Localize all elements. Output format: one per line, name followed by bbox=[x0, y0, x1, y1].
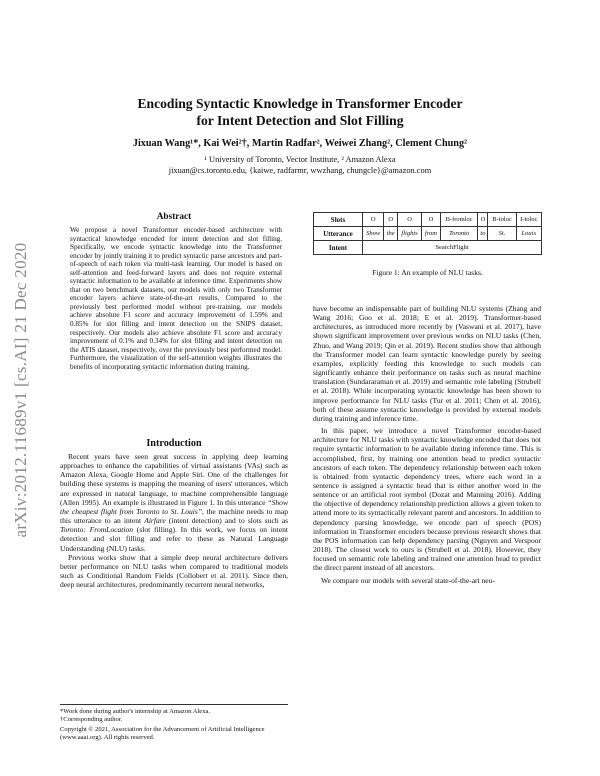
intent-value: SearchFlight bbox=[363, 241, 542, 255]
intro-paragraph-2: Previous works show that a simple deep neural architecture delivers better performance on NLU tasks when compared to traditional models such as Conditional Random Fields (Collobert et al. 2011). Since then, deep neural architectures, predominantly recurrent neural networks, bbox=[60, 552, 288, 590]
slots-label: Slots bbox=[314, 213, 363, 227]
slot-cell: B-fromloc bbox=[440, 213, 478, 227]
abstract-text: We propose a novel Transformer encoder-based architecture with syntactical knowledge encoded for intent detection and slot filling. Specifically, we encode syntactic knowledge into the Transformer encoder by jointly training it to predict syntactic parse ancestors and part-of-speech of each token via multi-task learning. Our model is based on self-attention and feed-forward layers and does not require external syntactic information to be available at inference time. Experiments show that on two benchmark datasets, our models with only two Transformer encoder layers achieve state-of-the-art results. Compared to the previously best performed model without pre-training, our models achieve absolute F1 score and accuracy improvement of 1.59% and 0.85% for slot filling and intent detection on the SNIPS dataset, respectively. Our models also achieve absolute F1 score and accuracy improvement of 0.1% and 0.34% for slot filling and intent detection on the ATIS dataset, respectively, over the previously best performed model. Furthermore, the visualization of the self-attention weights illustrates the benefits of incorporating syntactic information during training. bbox=[70, 226, 282, 371]
utterance-row bbox=[314, 227, 542, 241]
slots-row bbox=[314, 213, 542, 227]
paper-title bbox=[60, 95, 540, 129]
token-cell: Toronto bbox=[440, 227, 478, 241]
arxiv-watermark: arXiv:2012.11689v1 [cs.AI] 21 Dec 2020 bbox=[11, 242, 30, 538]
intent-row bbox=[314, 241, 542, 255]
slot-cell: O bbox=[478, 213, 488, 227]
slot-cell: O bbox=[422, 213, 441, 227]
token-cell: Louis bbox=[516, 227, 541, 241]
token-cell: Show bbox=[363, 227, 384, 241]
right-paragraph-3: We compare our models with several state-of-the-art neu- bbox=[321, 575, 495, 585]
right-column-body bbox=[313, 304, 541, 585]
utterance-label: Utterance bbox=[314, 227, 363, 241]
author-list: Jixuan Wang¹*, Kai Wei²†, Martin Radfar², Weiwei Zhang², Clement Chung² bbox=[132, 138, 468, 149]
copyright-notice: Copyright © 2021, Association for the Advancement of Artificial Intelligence (www.aaai.org). All rights reserved. bbox=[60, 726, 265, 741]
footnote-1: *Work done during author's internship at Amazon Alexa. bbox=[60, 708, 211, 715]
slot-cell: O bbox=[384, 213, 398, 227]
email-line: jixuan@cs.toronto.edu, {kaiwe, radfarmr, wwzhang, chungcle}@amazon.com bbox=[168, 166, 432, 175]
slot-cell: O bbox=[363, 213, 384, 227]
nlu-example-table bbox=[313, 212, 542, 255]
affiliations bbox=[60, 154, 540, 176]
token-cell: from bbox=[422, 227, 441, 241]
introduction-body bbox=[60, 452, 288, 589]
token-cell: St. bbox=[488, 227, 516, 241]
title-line-2: for Intent Detection and Slot Filling bbox=[196, 113, 404, 128]
intro-paragraph-1: Recent years have seen great success in applying deep learning approaches to enhance the capabilities of virtual assistants (VAs) such as Amazon Alexa, Google Home and Apple Siri. One of the challenges for building these systems is mapping the meaning of users' utterances, which are expressed in natural language, to machine comprehensible language (Allen 1995). An example is illustrated in Figure 1. In this utterance “Show the cheapest flight from Toronto to St. Louis”, the machine needs to map this utterance to an intent Airfare (intent detection) and to slots such as Toronto: FromLocation (slot filling). In this work, we focus on intent detection and slot filling and refer to these as Natural Language Understanding (NLU) tasks. bbox=[60, 452, 289, 553]
intent-label: Intent bbox=[314, 241, 363, 255]
token-cell: the bbox=[384, 227, 398, 241]
right-paragraph-2: In this paper, we introduce a novel Transformer encoder-based architecture for NLU tasks with syntactic knowledge encoded that does not require syntactic information to be available during inference time. This is accomplished, first, by training one attention head to predict syntactic ancestors of each token. The dependency relationship between each token is obtained from syntactic dependency trees, where each word in a sentence is assigned a syntactic head that is either another word in the sentence or an artificial root symbol (Dozat and Manning 2016). Adding the objective of dependency relationship prediction allows a given token to attend more to its syntactically relevant parent and ancestors. In addition to dependency parsing knowledge, we encode part of speech (POS) information in Transformer encoders because previous research shows that the POS information can help dependency parsing (Nguyen and Verspoor 2018). The closest work to ours is (Strubell et al. 2018). However, they focused on semantic role labeling and trained one attention head to predict the direct parent instead of all ancestors. bbox=[313, 426, 541, 573]
footnotes bbox=[60, 704, 288, 742]
introduction-heading: Introduction bbox=[146, 438, 202, 449]
slot-cell: O bbox=[398, 213, 422, 227]
abstract-heading: Abstract bbox=[156, 212, 192, 222]
title-line-1: Encoding Syntactic Knowledge in Transformer Encoder bbox=[137, 96, 463, 111]
affiliation-line: ¹ University of Toronto, Vector Institute, ² Amazon Alexa bbox=[204, 155, 396, 164]
footnote-2: †Corresponding author. bbox=[60, 716, 123, 723]
right-paragraph-1: have become an indispensable part of building NLU systems (Zhang and Wang 2016; Goo et al. 2018; E et al. 2019). Transformer-based architectures, as introduced more recently by (Vaswani et al. 2017), have shown significant improvement over previous works on NLU tasks (Chen, Zhuo, and Wang 2019; Qin et al. 2019). Recent studies show that although the Transformer model can learn syntactic knowledge purely by seeing examples, explicitly feeding this knowledge to such models can significantly enhance their performance on tasks such as neural machine translation (Sundararaman et al. 2019) and semantic role labeling (Strubell et al. 2018). While incorporating syntactic knowledge has been shown to improve performance for NLU tasks (Tur et al. 2011; Chen et al. 2016), both of these assume syntactic knowledge is provided by external models during training and inference time. bbox=[313, 304, 541, 423]
token-cell: to bbox=[478, 227, 488, 241]
slot-cell: I-toloc bbox=[516, 213, 541, 227]
slot-cell: B-toloc bbox=[488, 213, 516, 227]
figure-caption: Figure 1: An example of NLU tasks. bbox=[372, 268, 483, 277]
token-cell: flights bbox=[398, 227, 422, 241]
